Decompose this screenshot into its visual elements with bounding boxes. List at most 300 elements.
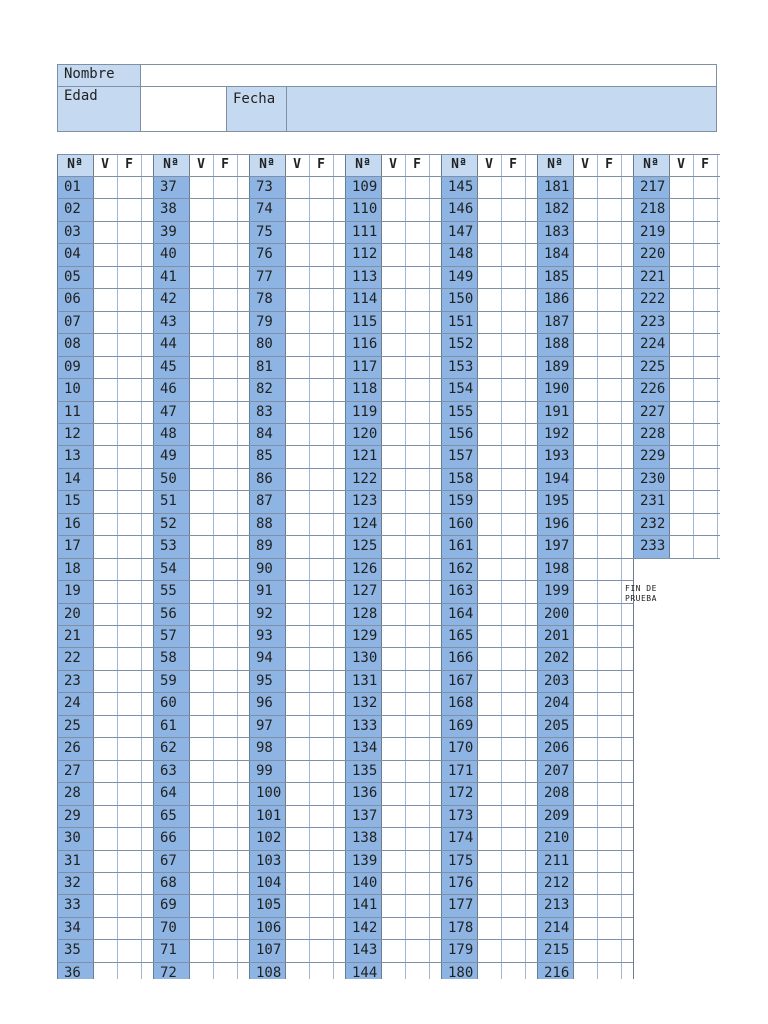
answer-box-f[interactable]: [117, 603, 141, 625]
answer-box-f[interactable]: [213, 288, 237, 310]
answer-box-f[interactable]: [309, 468, 333, 490]
answer-box-v[interactable]: [189, 468, 213, 490]
answer-box-f[interactable]: [117, 445, 141, 467]
answer-box-v[interactable]: [93, 939, 117, 961]
answer-box-v[interactable]: [189, 872, 213, 894]
answer-box-v[interactable]: [93, 603, 117, 625]
answer-box-v[interactable]: [285, 288, 309, 310]
answer-box-v[interactable]: [381, 513, 405, 535]
answer-box-f[interactable]: [405, 401, 429, 423]
answer-box-v[interactable]: [381, 401, 405, 423]
answer-box-f[interactable]: [117, 737, 141, 759]
answer-box-v[interactable]: [477, 894, 501, 916]
answer-box-v[interactable]: [189, 737, 213, 759]
answer-box-v[interactable]: [285, 760, 309, 782]
answer-box-f[interactable]: [405, 333, 429, 355]
answer-box-f[interactable]: [501, 692, 525, 714]
answer-box-v[interactable]: [189, 805, 213, 827]
answer-box-f[interactable]: [309, 243, 333, 265]
answer-box-v[interactable]: [93, 423, 117, 445]
answer-box-f[interactable]: [405, 962, 429, 979]
answer-box-v[interactable]: [381, 535, 405, 557]
answer-box-f[interactable]: [309, 356, 333, 378]
answer-box-f[interactable]: [501, 535, 525, 557]
answer-box-f[interactable]: [693, 243, 717, 265]
answer-box-v[interactable]: [189, 715, 213, 737]
answer-box-v[interactable]: [477, 490, 501, 512]
answer-box-f[interactable]: [405, 311, 429, 333]
answer-box-v[interactable]: [93, 266, 117, 288]
answer-box-f[interactable]: [405, 490, 429, 512]
answer-box-v[interactable]: [189, 692, 213, 714]
answer-box-v[interactable]: [285, 221, 309, 243]
answer-box-v[interactable]: [93, 872, 117, 894]
answer-box-f[interactable]: [597, 580, 621, 602]
answer-box-f[interactable]: [693, 513, 717, 535]
answer-box-v[interactable]: [573, 333, 597, 355]
answer-box-v[interactable]: [285, 715, 309, 737]
answer-box-f[interactable]: [405, 356, 429, 378]
answer-box-f[interactable]: [213, 625, 237, 647]
answer-box-f[interactable]: [693, 288, 717, 310]
answer-box-f[interactable]: [117, 513, 141, 535]
answer-box-v[interactable]: [477, 288, 501, 310]
answer-box-f[interactable]: [117, 580, 141, 602]
answer-box-v[interactable]: [477, 603, 501, 625]
answer-box-v[interactable]: [477, 850, 501, 872]
answer-box-v[interactable]: [381, 580, 405, 602]
answer-box-f[interactable]: [597, 401, 621, 423]
answer-box-f[interactable]: [405, 894, 429, 916]
answer-box-v[interactable]: [189, 288, 213, 310]
answer-box-f[interactable]: [501, 513, 525, 535]
answer-box-v[interactable]: [381, 962, 405, 979]
answer-box-f[interactable]: [501, 670, 525, 692]
answer-box-v[interactable]: [381, 558, 405, 580]
answer-box-f[interactable]: [309, 917, 333, 939]
answer-box-v[interactable]: [573, 468, 597, 490]
answer-box-f[interactable]: [213, 670, 237, 692]
answer-box-f[interactable]: [213, 513, 237, 535]
answer-box-v[interactable]: [189, 962, 213, 979]
answer-box-v[interactable]: [189, 558, 213, 580]
answer-box-v[interactable]: [285, 176, 309, 198]
answer-box-v[interactable]: [93, 176, 117, 198]
answer-box-f[interactable]: [309, 625, 333, 647]
answer-box-f[interactable]: [213, 760, 237, 782]
answer-box-v[interactable]: [573, 558, 597, 580]
answer-box-f[interactable]: [213, 468, 237, 490]
answer-box-f[interactable]: [117, 266, 141, 288]
answer-box-f[interactable]: [213, 580, 237, 602]
answer-box-f[interactable]: [405, 760, 429, 782]
answer-box-f[interactable]: [597, 917, 621, 939]
answer-box-v[interactable]: [189, 917, 213, 939]
answer-box-f[interactable]: [117, 490, 141, 512]
answer-box-f[interactable]: [213, 266, 237, 288]
answer-box-v[interactable]: [189, 198, 213, 220]
answer-box-f[interactable]: [693, 356, 717, 378]
answer-box-f[interactable]: [501, 445, 525, 467]
answer-box-f[interactable]: [405, 535, 429, 557]
answer-box-v[interactable]: [93, 715, 117, 737]
answer-box-v[interactable]: [285, 737, 309, 759]
answer-box-f[interactable]: [501, 625, 525, 647]
answer-box-f[interactable]: [501, 782, 525, 804]
answer-box-v[interactable]: [573, 603, 597, 625]
answer-box-v[interactable]: [285, 401, 309, 423]
answer-box-f[interactable]: [405, 872, 429, 894]
answer-box-v[interactable]: [477, 176, 501, 198]
answer-box-v[interactable]: [189, 356, 213, 378]
answer-box-f[interactable]: [405, 805, 429, 827]
answer-box-v[interactable]: [381, 760, 405, 782]
answer-box-f[interactable]: [597, 760, 621, 782]
answer-box-f[interactable]: [405, 715, 429, 737]
answer-box-f[interactable]: [501, 580, 525, 602]
answer-box-f[interactable]: [405, 513, 429, 535]
answer-box-f[interactable]: [405, 827, 429, 849]
answer-box-f[interactable]: [597, 647, 621, 669]
answer-box-f[interactable]: [309, 311, 333, 333]
answer-box-v[interactable]: [381, 670, 405, 692]
answer-box-v[interactable]: [285, 850, 309, 872]
answer-box-f[interactable]: [309, 894, 333, 916]
answer-box-v[interactable]: [93, 378, 117, 400]
answer-box-v[interactable]: [189, 266, 213, 288]
answer-box-v[interactable]: [573, 266, 597, 288]
answer-box-f[interactable]: [117, 894, 141, 916]
fecha-field[interactable]: [287, 87, 717, 132]
answer-box-f[interactable]: [117, 176, 141, 198]
answer-box-v[interactable]: [285, 894, 309, 916]
answer-box-f[interactable]: [117, 625, 141, 647]
answer-box-v[interactable]: [285, 311, 309, 333]
answer-box-v[interactable]: [93, 243, 117, 265]
answer-box-v[interactable]: [93, 198, 117, 220]
answer-box-v[interactable]: [477, 333, 501, 355]
answer-box-f[interactable]: [501, 827, 525, 849]
answer-box-v[interactable]: [573, 939, 597, 961]
answer-box-f[interactable]: [117, 782, 141, 804]
answer-box-f[interactable]: [501, 423, 525, 445]
answer-box-v[interactable]: [189, 333, 213, 355]
answer-box-v[interactable]: [189, 423, 213, 445]
answer-box-v[interactable]: [189, 782, 213, 804]
answer-box-v[interactable]: [381, 827, 405, 849]
answer-box-v[interactable]: [285, 535, 309, 557]
answer-box-v[interactable]: [477, 737, 501, 759]
answer-box-f[interactable]: [309, 445, 333, 467]
answer-box-v[interactable]: [381, 266, 405, 288]
answer-box-f[interactable]: [117, 670, 141, 692]
answer-box-f[interactable]: [405, 266, 429, 288]
answer-box-v[interactable]: [285, 670, 309, 692]
answer-box-f[interactable]: [117, 311, 141, 333]
answer-box-f[interactable]: [501, 266, 525, 288]
answer-box-f[interactable]: [117, 198, 141, 220]
answer-box-v[interactable]: [477, 356, 501, 378]
answer-box-v[interactable]: [573, 490, 597, 512]
answer-box-v[interactable]: [477, 872, 501, 894]
answer-box-f[interactable]: [693, 333, 717, 355]
answer-box-f[interactable]: [213, 962, 237, 979]
answer-box-v[interactable]: [573, 513, 597, 535]
answer-box-v[interactable]: [381, 176, 405, 198]
answer-box-v[interactable]: [573, 580, 597, 602]
answer-box-f[interactable]: [117, 872, 141, 894]
answer-box-f[interactable]: [501, 872, 525, 894]
edad-field[interactable]: [141, 87, 227, 132]
answer-box-v[interactable]: [285, 647, 309, 669]
answer-box-f[interactable]: [693, 311, 717, 333]
answer-box-v[interactable]: [573, 737, 597, 759]
answer-box-f[interactable]: [501, 760, 525, 782]
answer-box-f[interactable]: [117, 827, 141, 849]
answer-box-f[interactable]: [501, 603, 525, 625]
answer-box-v[interactable]: [477, 243, 501, 265]
answer-box-v[interactable]: [477, 805, 501, 827]
answer-box-v[interactable]: [573, 760, 597, 782]
answer-box-v[interactable]: [381, 737, 405, 759]
answer-box-f[interactable]: [597, 850, 621, 872]
answer-box-v[interactable]: [477, 962, 501, 979]
answer-box-v[interactable]: [477, 917, 501, 939]
answer-box-f[interactable]: [693, 401, 717, 423]
answer-box-v[interactable]: [573, 288, 597, 310]
answer-box-f[interactable]: [117, 805, 141, 827]
answer-box-f[interactable]: [309, 872, 333, 894]
answer-box-v[interactable]: [381, 782, 405, 804]
answer-box-v[interactable]: [189, 176, 213, 198]
answer-box-f[interactable]: [501, 356, 525, 378]
answer-box-f[interactable]: [213, 356, 237, 378]
answer-box-f[interactable]: [309, 805, 333, 827]
answer-box-v[interactable]: [93, 445, 117, 467]
answer-box-f[interactable]: [693, 221, 717, 243]
answer-box-v[interactable]: [285, 356, 309, 378]
answer-box-f[interactable]: [213, 490, 237, 512]
answer-box-f[interactable]: [309, 962, 333, 979]
answer-box-f[interactable]: [309, 423, 333, 445]
answer-box-v[interactable]: [93, 692, 117, 714]
answer-box-v[interactable]: [573, 872, 597, 894]
answer-box-f[interactable]: [213, 917, 237, 939]
answer-box-v[interactable]: [573, 176, 597, 198]
answer-box-f[interactable]: [693, 378, 717, 400]
answer-box-f[interactable]: [213, 176, 237, 198]
answer-box-v[interactable]: [285, 962, 309, 979]
answer-box-f[interactable]: [117, 243, 141, 265]
answer-box-f[interactable]: [597, 939, 621, 961]
answer-box-f[interactable]: [405, 670, 429, 692]
answer-box-v[interactable]: [189, 580, 213, 602]
answer-box-v[interactable]: [381, 198, 405, 220]
answer-box-f[interactable]: [597, 333, 621, 355]
answer-box-v[interactable]: [669, 468, 693, 490]
answer-box-f[interactable]: [597, 692, 621, 714]
answer-box-v[interactable]: [477, 827, 501, 849]
answer-box-v[interactable]: [477, 670, 501, 692]
answer-box-f[interactable]: [405, 580, 429, 602]
answer-box-f[interactable]: [309, 401, 333, 423]
answer-box-f[interactable]: [213, 378, 237, 400]
answer-box-v[interactable]: [381, 939, 405, 961]
answer-box-f[interactable]: [405, 850, 429, 872]
answer-box-v[interactable]: [93, 625, 117, 647]
answer-box-v[interactable]: [381, 221, 405, 243]
answer-box-v[interactable]: [285, 872, 309, 894]
answer-box-v[interactable]: [669, 378, 693, 400]
answer-box-f[interactable]: [501, 894, 525, 916]
answer-box-v[interactable]: [669, 176, 693, 198]
nombre-field[interactable]: [141, 65, 717, 87]
answer-box-f[interactable]: [117, 378, 141, 400]
answer-box-f[interactable]: [597, 266, 621, 288]
answer-box-v[interactable]: [573, 445, 597, 467]
answer-box-f[interactable]: [117, 962, 141, 979]
answer-box-v[interactable]: [285, 692, 309, 714]
answer-box-v[interactable]: [573, 625, 597, 647]
answer-box-v[interactable]: [573, 715, 597, 737]
answer-box-f[interactable]: [309, 939, 333, 961]
answer-box-v[interactable]: [573, 894, 597, 916]
answer-box-v[interactable]: [381, 490, 405, 512]
answer-box-v[interactable]: [381, 333, 405, 355]
answer-box-f[interactable]: [213, 445, 237, 467]
answer-box-v[interactable]: [477, 625, 501, 647]
answer-box-v[interactable]: [381, 288, 405, 310]
answer-box-v[interactable]: [573, 378, 597, 400]
answer-box-v[interactable]: [285, 468, 309, 490]
answer-box-v[interactable]: [381, 423, 405, 445]
answer-box-v[interactable]: [477, 760, 501, 782]
answer-box-v[interactable]: [669, 288, 693, 310]
answer-box-f[interactable]: [213, 692, 237, 714]
answer-box-f[interactable]: [309, 603, 333, 625]
answer-box-v[interactable]: [573, 198, 597, 220]
answer-box-v[interactable]: [285, 917, 309, 939]
answer-box-f[interactable]: [117, 939, 141, 961]
answer-box-f[interactable]: [597, 356, 621, 378]
answer-box-f[interactable]: [597, 558, 621, 580]
answer-box-f[interactable]: [597, 221, 621, 243]
answer-box-f[interactable]: [309, 692, 333, 714]
answer-box-f[interactable]: [213, 603, 237, 625]
answer-box-v[interactable]: [477, 715, 501, 737]
answer-box-f[interactable]: [597, 535, 621, 557]
answer-box-v[interactable]: [189, 670, 213, 692]
answer-box-f[interactable]: [213, 827, 237, 849]
answer-box-v[interactable]: [669, 221, 693, 243]
answer-box-f[interactable]: [501, 288, 525, 310]
answer-box-v[interactable]: [93, 647, 117, 669]
answer-box-f[interactable]: [213, 939, 237, 961]
answer-box-v[interactable]: [477, 401, 501, 423]
answer-box-f[interactable]: [405, 917, 429, 939]
answer-box-f[interactable]: [405, 243, 429, 265]
answer-box-f[interactable]: [309, 782, 333, 804]
answer-box-v[interactable]: [669, 198, 693, 220]
answer-box-f[interactable]: [597, 243, 621, 265]
answer-box-v[interactable]: [477, 445, 501, 467]
answer-box-v[interactable]: [573, 962, 597, 979]
answer-box-f[interactable]: [597, 445, 621, 467]
answer-box-v[interactable]: [669, 490, 693, 512]
answer-box-v[interactable]: [477, 692, 501, 714]
answer-box-f[interactable]: [405, 603, 429, 625]
answer-box-v[interactable]: [93, 827, 117, 849]
answer-box-f[interactable]: [117, 558, 141, 580]
answer-box-f[interactable]: [597, 805, 621, 827]
answer-box-f[interactable]: [309, 827, 333, 849]
answer-box-v[interactable]: [381, 625, 405, 647]
answer-box-v[interactable]: [573, 423, 597, 445]
answer-box-v[interactable]: [669, 243, 693, 265]
answer-box-v[interactable]: [285, 198, 309, 220]
answer-box-f[interactable]: [405, 445, 429, 467]
answer-box-f[interactable]: [693, 266, 717, 288]
answer-box-v[interactable]: [477, 939, 501, 961]
answer-box-f[interactable]: [597, 198, 621, 220]
answer-box-f[interactable]: [309, 266, 333, 288]
answer-box-v[interactable]: [285, 805, 309, 827]
answer-box-v[interactable]: [93, 401, 117, 423]
answer-box-f[interactable]: [597, 288, 621, 310]
answer-box-f[interactable]: [693, 535, 717, 557]
answer-box-f[interactable]: [309, 850, 333, 872]
answer-box-v[interactable]: [573, 805, 597, 827]
answer-box-v[interactable]: [573, 670, 597, 692]
answer-box-f[interactable]: [309, 221, 333, 243]
answer-box-v[interactable]: [189, 760, 213, 782]
answer-box-f[interactable]: [213, 805, 237, 827]
answer-box-v[interactable]: [189, 850, 213, 872]
answer-box-v[interactable]: [285, 782, 309, 804]
answer-box-v[interactable]: [669, 535, 693, 557]
answer-box-v[interactable]: [285, 445, 309, 467]
answer-box-v[interactable]: [285, 558, 309, 580]
answer-box-f[interactable]: [501, 243, 525, 265]
answer-box-v[interactable]: [381, 468, 405, 490]
answer-box-v[interactable]: [93, 917, 117, 939]
answer-box-v[interactable]: [285, 333, 309, 355]
answer-box-f[interactable]: [501, 378, 525, 400]
answer-box-v[interactable]: [669, 513, 693, 535]
answer-box-v[interactable]: [381, 805, 405, 827]
answer-box-v[interactable]: [477, 647, 501, 669]
answer-box-f[interactable]: [213, 198, 237, 220]
answer-box-v[interactable]: [93, 670, 117, 692]
answer-box-v[interactable]: [669, 356, 693, 378]
answer-box-f[interactable]: [213, 558, 237, 580]
answer-box-v[interactable]: [477, 513, 501, 535]
answer-box-v[interactable]: [189, 625, 213, 647]
answer-box-v[interactable]: [381, 917, 405, 939]
answer-box-f[interactable]: [405, 378, 429, 400]
answer-box-v[interactable]: [93, 513, 117, 535]
answer-box-v[interactable]: [381, 445, 405, 467]
answer-box-f[interactable]: [117, 535, 141, 557]
answer-box-f[interactable]: [597, 872, 621, 894]
answer-box-f[interactable]: [501, 962, 525, 979]
answer-box-f[interactable]: [501, 850, 525, 872]
answer-box-f[interactable]: [597, 468, 621, 490]
answer-box-v[interactable]: [93, 760, 117, 782]
answer-box-f[interactable]: [117, 333, 141, 355]
answer-box-v[interactable]: [381, 647, 405, 669]
answer-box-f[interactable]: [501, 805, 525, 827]
